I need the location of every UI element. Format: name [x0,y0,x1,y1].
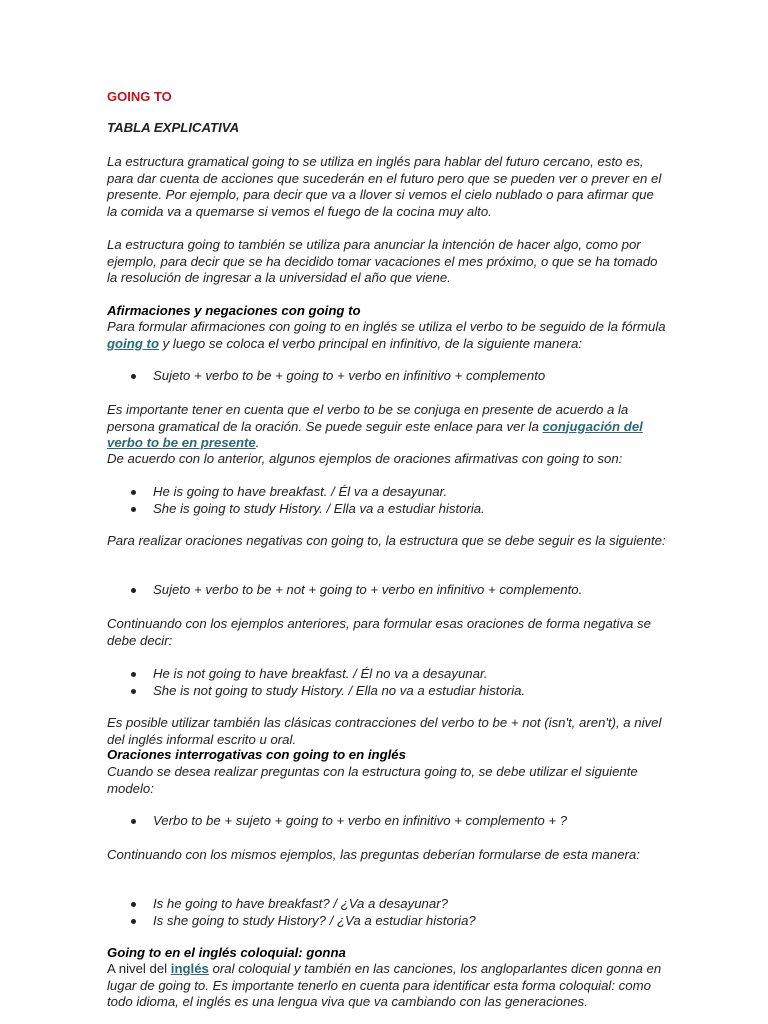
gonna-paragraph [107,961,667,1011]
list-item: He is not going to have breakfast. / Él no va a desayunar. [107,666,667,683]
affirmation-paragraph [107,319,667,352]
formula-list-negative [107,582,667,599]
contractions-paragraph: Es posible utilizar también las clásicas contracciones del verbo to be + not (isn't, aren't), a nivel del inglés informal escrito u oral. [107,715,662,747]
intro-paragraph-2: La estructura going to también se utiliza para anunciar la intención de hacer algo, como por ejemplo, para decir que se ha decidido tomar vacaciones el mes próximo, o que se ha tomado la resolución de ingresar a la universidad el año que viene. [107,237,658,285]
formula-item: Sujeto + verbo to be + going to + verbo en infinitivo + complemento [107,368,667,385]
examples-list-affirmative [107,484,667,517]
examples-list-question [107,896,667,929]
questions-examples-intro-paragraph: Continuando con los mismos ejemplos, las preguntas deberían formularse de esta manera: [107,847,640,862]
negative-examples-intro-paragraph: Continuando con los ejemplos anteriores, para formular esas oraciones de forma negativa se debe decir: [107,616,651,648]
formula-item: Verbo to be + sujeto + going to + verbo en infinitivo + complemento + ? [107,813,667,830]
formula-list-question [107,813,667,830]
section-heading-affirmations: Afirmaciones y negaciones con going to [107,303,361,318]
list-item: He is going to have breakfast. / Él va a desayunar. [107,484,667,501]
going-to-link[interactable]: going to [107,335,159,351]
examples-list-negative [107,666,667,699]
list-item: Is he going to have breakfast? / ¿Va a desayunar? [107,896,667,913]
text-segment: Para formular afirmaciones con going to en inglés se utiliza el verbo to be seguido de la fórmula [107,319,666,334]
page-subtitle: TABLA EXPLICATIVA [107,120,240,135]
intro-paragraph-1: La estructura gramatical going to se utiliza en inglés para hablar del futuro cercano, esto es, para dar cuenta de acciones que sucederán en el futuro pero que se pueden ver o prever en el presente. Por ejemplo, para decir que va a llover si vemos el cielo nublado o para afirmar que la comida va a quemarse si vemos el fuego de la cocina muy alto. [107,154,662,219]
list-item: Is she going to study History? / ¿Va a estudiar historia? [107,913,667,930]
formula-item: Sujeto + verbo to be + not + going to + verbo en infinitivo + complemento. [107,582,667,599]
negative-intro-paragraph: Para realizar oraciones negativas con going to, la estructura que se debe seguir es la siguiente: [107,533,666,548]
text-segment: Es importante tener en cuenta que el verbo to be se conjuga en presente de acuerdo a la persona gramatical de la oración. Se puede seguir este enlace para ver la [107,402,629,434]
section-heading-questions: Oraciones interrogativas con going to en inglés [107,747,406,762]
conjugation-paragraph [107,402,667,452]
list-item: She is going to study History. / Ella va a estudiar historia. [107,501,667,518]
text-segment: oral coloquial y también en las canciones, los angloparlantes dicen gonna en lugar de going to. Es importante tenerlo en cuenta para identificar esta forma coloquial: como todo idioma, el inglés es una lengua viva que va cambiando con las generaciones. [107,961,662,1009]
text-segment: A nivel del [107,961,171,976]
examples-intro-paragraph: De acuerdo con lo anterior, algunos ejemplos de oraciones afirmativas con going to son: [107,451,623,466]
text-segment: . [255,435,260,450]
conjugation-link[interactable]: conjugación del verbo to be en presente [107,418,643,450]
page-title: GOING TO [107,89,172,104]
text-segment: y luego se coloca el verbo principal en infinitivo, de la siguiente manera: [159,335,582,351]
ingles-link[interactable]: inglés [170,961,209,976]
formula-list-affirmative [107,368,667,385]
section-heading-gonna: Going to en el inglés coloquial: gonna [107,945,346,960]
questions-paragraph: Cuando se desea realizar preguntas con la estructura going to, se debe utilizar el siguiente modelo: [107,764,638,796]
list-item: She is not going to study History. / Ella no va a estudiar historia. [107,683,667,700]
